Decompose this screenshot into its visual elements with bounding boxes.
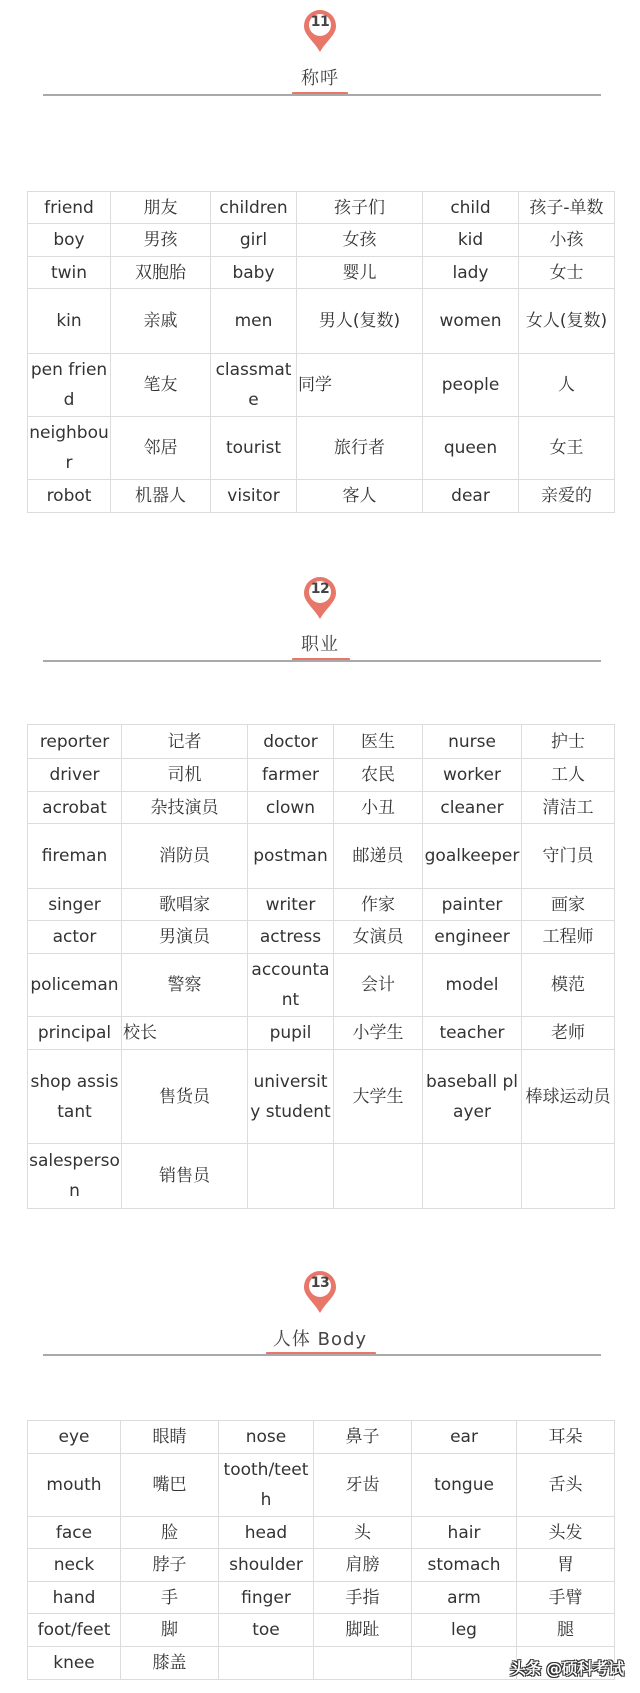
word-zh: 销售员 [122, 1144, 248, 1209]
word-en: pen friend [28, 354, 111, 417]
word-en: boy [28, 224, 111, 257]
word-en: postman [248, 824, 334, 889]
word-zh: 婴儿 [297, 257, 423, 289]
word-zh: 手指 [314, 1582, 412, 1614]
word-en: driver [28, 759, 122, 792]
section-title: 人体 Body [272, 1329, 368, 1350]
word-zh: 胃 [517, 1549, 615, 1582]
map-pin-icon [303, 1270, 337, 1314]
word-en: painter [423, 889, 522, 921]
word-zh: 医生 [334, 725, 423, 759]
word-en: men [211, 289, 297, 354]
word-zh: 大学生 [334, 1050, 423, 1144]
word-zh: 嘴巴 [121, 1454, 219, 1517]
word-en: tourist [211, 417, 297, 480]
word-zh: 男演员 [122, 921, 248, 954]
word-zh: 农民 [334, 759, 423, 792]
word-zh: 肩膀 [314, 1549, 412, 1582]
word-en: visitor [211, 480, 297, 513]
word-en: baseball player [423, 1050, 522, 1144]
section-divider [43, 1354, 601, 1356]
word-zh: 女孩 [297, 224, 423, 257]
word-zh: 耳朵 [517, 1421, 615, 1454]
word-en: worker [423, 759, 522, 792]
word-en: hand [28, 1582, 121, 1614]
word-zh: 牙齿 [314, 1454, 412, 1517]
section-title: 职业 [301, 634, 339, 655]
table-row [28, 954, 615, 1017]
word-en: fireman [28, 824, 122, 889]
empty-cell [314, 1647, 412, 1680]
word-zh: 小学生 [334, 1017, 423, 1050]
word-en: accountant [248, 954, 334, 1017]
word-zh: 守门员 [522, 824, 615, 889]
word-en: face [28, 1517, 121, 1549]
word-en: actress [248, 921, 334, 954]
section-number: 13 [310, 1275, 330, 1291]
word-en: neck [28, 1549, 121, 1582]
word-en: shop assistant [28, 1050, 122, 1144]
word-en: policeman [28, 954, 122, 1017]
word-zh: 脖子 [121, 1549, 219, 1582]
word-en: neighbour [28, 417, 111, 480]
word-zh: 头发 [517, 1517, 615, 1549]
word-en: kin [28, 289, 111, 354]
section-number: 12 [310, 581, 330, 597]
word-en: stomach [412, 1549, 517, 1582]
word-zh: 工人 [522, 759, 615, 792]
word-en: child [423, 192, 519, 224]
word-en: tongue [412, 1454, 517, 1517]
word-en: children [211, 192, 297, 224]
empty-cell [412, 1647, 517, 1680]
word-en: head [219, 1517, 314, 1549]
word-en: farmer [248, 759, 334, 792]
table-row [28, 1050, 615, 1144]
table-row [28, 1421, 615, 1454]
table-row [28, 824, 615, 889]
word-en: nose [219, 1421, 314, 1454]
word-en: finger [219, 1582, 314, 1614]
word-zh: 模范 [522, 954, 615, 1017]
word-zh: 男人(复数) [297, 289, 423, 354]
word-en: goalkeeper [423, 824, 522, 889]
map-pin-icon [303, 9, 337, 53]
word-zh: 歌唱家 [122, 889, 248, 921]
watermark: 头条 @硕科考试 [510, 1659, 624, 1678]
word-zh: 头 [314, 1517, 412, 1549]
word-en: tooth/teeth [219, 1454, 314, 1517]
word-zh: 同学 [297, 354, 423, 417]
table-row [28, 1517, 615, 1549]
word-en: knee [28, 1647, 121, 1680]
word-zh: 脚 [121, 1614, 219, 1647]
word-zh: 旅行者 [297, 417, 423, 480]
word-zh: 消防员 [122, 824, 248, 889]
section-divider [43, 94, 601, 96]
vocab-table-occupations [27, 724, 615, 1209]
word-zh: 女人(复数) [519, 289, 615, 354]
table-row [28, 1144, 615, 1209]
word-zh: 手臂 [517, 1582, 615, 1614]
table-row [28, 480, 615, 513]
word-zh: 作家 [334, 889, 423, 921]
word-en: twin [28, 257, 111, 289]
word-en: women [423, 289, 519, 354]
table-row [28, 417, 615, 480]
word-zh: 小丑 [334, 792, 423, 824]
table-row [28, 192, 615, 224]
word-en: mouth [28, 1454, 121, 1517]
word-zh: 老师 [522, 1017, 615, 1050]
table-row [28, 257, 615, 289]
table-row [28, 289, 615, 354]
table-row [28, 354, 615, 417]
table-row [28, 889, 615, 921]
word-zh: 会计 [334, 954, 423, 1017]
word-en: classmate [211, 354, 297, 417]
word-en: friend [28, 192, 111, 224]
word-en: baby [211, 257, 297, 289]
section-divider [43, 660, 601, 662]
table-row [28, 1582, 615, 1614]
word-zh: 脸 [121, 1517, 219, 1549]
word-en: people [423, 354, 519, 417]
word-zh: 记者 [122, 725, 248, 759]
word-zh: 画家 [522, 889, 615, 921]
word-en: university student [248, 1050, 334, 1144]
word-en: clown [248, 792, 334, 824]
word-zh: 邮递员 [334, 824, 423, 889]
table-row [28, 1549, 615, 1582]
word-en: lady [423, 257, 519, 289]
table-row [28, 725, 615, 759]
word-en: pupil [248, 1017, 334, 1050]
table-row [28, 921, 615, 954]
table-row [28, 792, 615, 824]
word-zh: 警察 [122, 954, 248, 1017]
word-zh: 亲爱的 [519, 480, 615, 513]
word-en: girl [211, 224, 297, 257]
word-en: salesperson [28, 1144, 122, 1209]
word-zh: 司机 [122, 759, 248, 792]
word-zh: 工程师 [522, 921, 615, 954]
table-row [28, 224, 615, 257]
word-zh: 亲戚 [111, 289, 211, 354]
word-zh: 杂技演员 [122, 792, 248, 824]
word-en: queen [423, 417, 519, 480]
word-en: teacher [423, 1017, 522, 1050]
word-zh: 棒球运动员 [522, 1050, 615, 1144]
word-zh: 机器人 [111, 480, 211, 513]
word-zh: 朋友 [111, 192, 211, 224]
word-en: foot/feet [28, 1614, 121, 1647]
word-en: nurse [423, 725, 522, 759]
word-zh: 舌头 [517, 1454, 615, 1517]
table-row [28, 1614, 615, 1647]
section-number: 11 [310, 14, 330, 30]
word-en: doctor [248, 725, 334, 759]
word-en: singer [28, 889, 122, 921]
word-zh: 腿 [517, 1614, 615, 1647]
word-zh: 孩子们 [297, 192, 423, 224]
map-pin-icon [303, 576, 337, 620]
vocab-table-titles [27, 191, 615, 513]
table-row [28, 1454, 615, 1517]
word-zh: 护士 [522, 725, 615, 759]
word-en: principal [28, 1017, 122, 1050]
empty-cell [248, 1144, 334, 1209]
word-zh: 膝盖 [121, 1647, 219, 1680]
table-row [28, 759, 615, 792]
word-zh: 女士 [519, 257, 615, 289]
word-en: actor [28, 921, 122, 954]
word-zh: 女王 [519, 417, 615, 480]
word-en: eye [28, 1421, 121, 1454]
word-zh: 双胞胎 [111, 257, 211, 289]
word-zh: 脚趾 [314, 1614, 412, 1647]
word-zh: 眼睛 [121, 1421, 219, 1454]
word-zh: 邻居 [111, 417, 211, 480]
word-en: acrobat [28, 792, 122, 824]
empty-cell [522, 1144, 615, 1209]
vocab-table-body [27, 1420, 615, 1680]
word-en: toe [219, 1614, 314, 1647]
word-zh: 孩子-单数 [519, 192, 615, 224]
empty-cell [219, 1647, 314, 1680]
word-en: cleaner [423, 792, 522, 824]
section-title: 称呼 [301, 68, 339, 89]
word-en: shoulder [219, 1549, 314, 1582]
word-en: reporter [28, 725, 122, 759]
word-zh: 手 [121, 1582, 219, 1614]
word-zh: 校长 [122, 1017, 248, 1050]
word-en: model [423, 954, 522, 1017]
word-zh: 男孩 [111, 224, 211, 257]
word-zh: 客人 [297, 480, 423, 513]
word-zh: 鼻子 [314, 1421, 412, 1454]
empty-cell [334, 1144, 423, 1209]
word-en: ear [412, 1421, 517, 1454]
word-en: writer [248, 889, 334, 921]
word-zh: 小孩 [519, 224, 615, 257]
word-zh: 女演员 [334, 921, 423, 954]
word-en: dear [423, 480, 519, 513]
table-row [28, 1017, 615, 1050]
word-en: kid [423, 224, 519, 257]
empty-cell [423, 1144, 522, 1209]
word-en: robot [28, 480, 111, 513]
word-zh: 笔友 [111, 354, 211, 417]
word-zh: 人 [519, 354, 615, 417]
word-en: engineer [423, 921, 522, 954]
word-zh: 售货员 [122, 1050, 248, 1144]
word-en: arm [412, 1582, 517, 1614]
word-en: leg [412, 1614, 517, 1647]
word-en: hair [412, 1517, 517, 1549]
word-zh: 清洁工 [522, 792, 615, 824]
